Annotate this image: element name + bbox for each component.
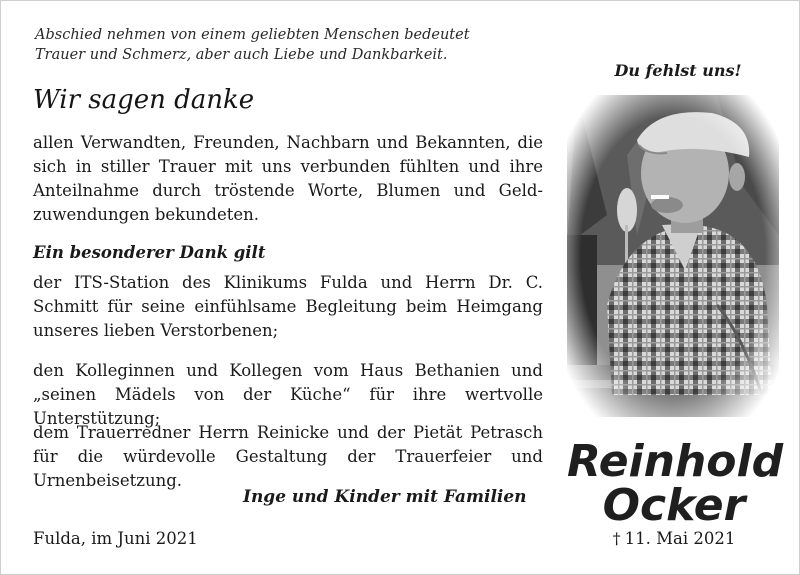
death-date: 11. Mai 2021 (624, 529, 736, 548)
miss-you-caption: Du fehlst uns! (614, 61, 742, 80)
special-thanks-heading: Ein besonderer Dank gilt (33, 243, 266, 262)
intro-quote-line-2: Trauer und Schmerz, aber auch Liebe und Dankbarkeit. (35, 47, 448, 63)
portrait-photo-icon (567, 95, 779, 417)
family-signature: Inge und Kinder mit Familien (243, 487, 527, 507)
deceased-first-name: Reinhold (567, 436, 784, 487)
thanks-paragraph-funeral: dem Trauerredner Herrn Reinicke und der Pietät Petrasch für die würdevolle Gestaltung der Trauerfeier und Urnenbeisetzung. (33, 423, 543, 490)
thanks-paragraph-colleagues: den Kolleginnen und Kollegen vom Haus Bethanien und „seinen Mädels von der Küche“ für ihre wertvolle Unterstützung; (33, 361, 543, 428)
place-and-date: Fulda, im Juni 2021 (33, 529, 198, 548)
death-cross-icon: † (612, 529, 621, 548)
death-date-line (567, 529, 781, 548)
thanks-paragraph-relatives: allen Verwandten, Freunden, Nachbarn und Bekannten, die sich in stiller Trauer mit uns verbunden fühlten und ihre Anteilnahme durch tröstende Worte, Blumen und Geld-zuwendungen bekundeten. (33, 133, 543, 224)
deceased-last-name: Ocker (602, 480, 746, 531)
intro-quote-line-1: Abschied nehmen von einem geliebten Menschen bedeutet (35, 27, 470, 43)
thanks-paragraph-hospital: der ITS-Station des Klinikums Fulda und Herrn Dr. C. Schmitt für seine einfühlsame Begleitung beim Heimgang unseres lieben Verstorbenen; (33, 273, 543, 340)
intro-quote (35, 25, 505, 65)
headline: Wir sagen danke (33, 85, 255, 115)
